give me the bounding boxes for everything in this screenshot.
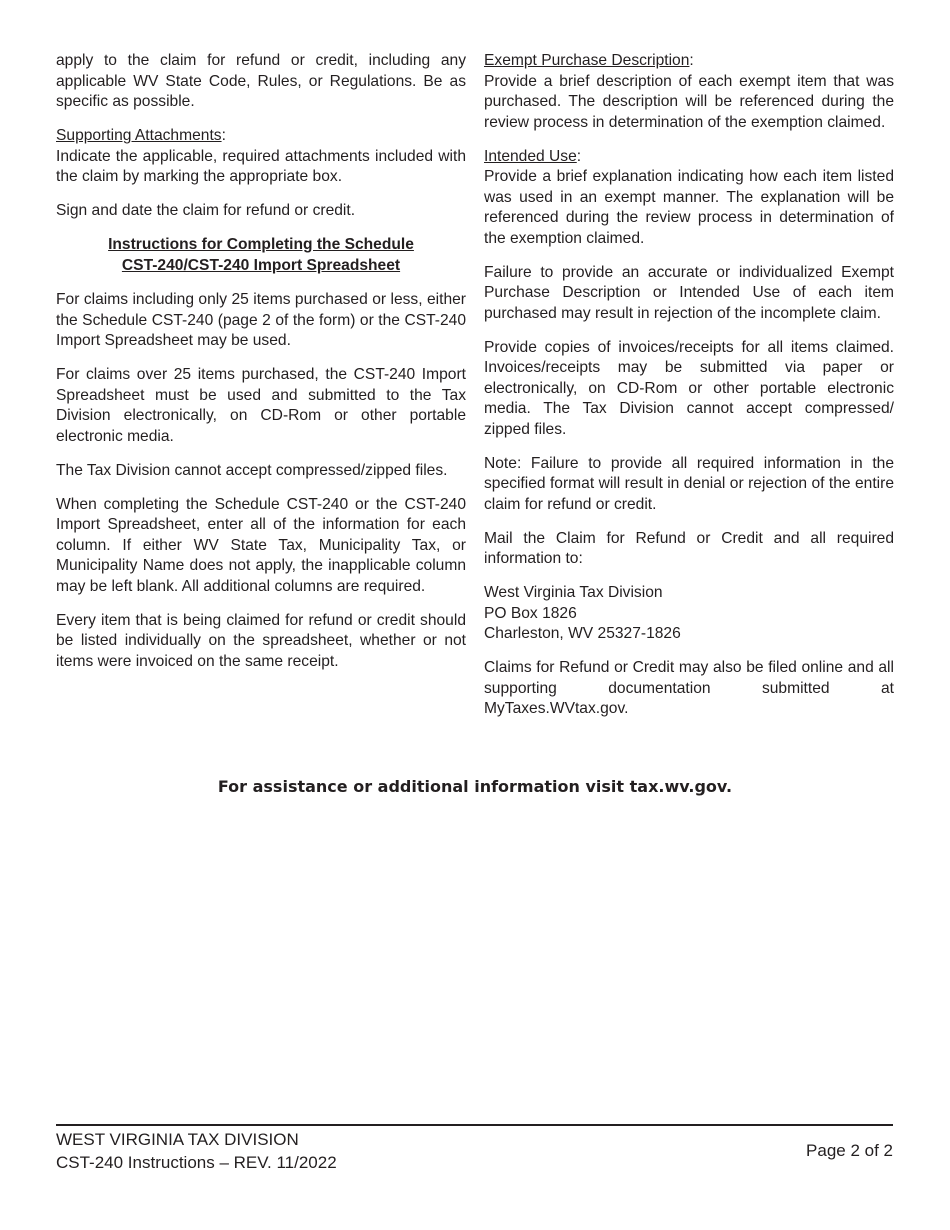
supporting-attachments-body: Indicate the applicable, required attachments included with the claim by marking the appropriate box.	[56, 147, 466, 185]
heading-line-2: CST-240/CST-240 Import Spreadsheet	[121, 256, 401, 274]
footer-form-revision: CST-240 Instructions – REV. 11/2022	[56, 1153, 337, 1172]
supporting-attachments-colon: :	[221, 127, 226, 144]
exempt-purchase-body: Provide a brief description of each exempt item that was purchased. The description will be referenced during the review process in determination of the exemption claimed.	[484, 72, 894, 131]
intended-use-title: Intended Use	[484, 147, 577, 165]
left-column	[56, 51, 466, 686]
paragraph-mail: Mail the Claim for Refund or Credit and all required information to:	[484, 529, 894, 567]
paragraph-every-item: Every item that is being claimed for refund or credit should be listed individually on the spreadsheet, whether or not items were invoiced on the same receipt.	[56, 611, 466, 670]
paragraph-failure: Failure to provide an accurate or individualized Exempt Purchase Description or Intended Use of each item purchased may result in rejection of the incomplete claim.	[484, 263, 894, 322]
paragraph-regulations: apply to the claim for refund or credit, including any applicable WV State Code, Rules, or Regulations. Be as specific as possible.	[56, 52, 466, 110]
page-number: Page 2 of 2	[806, 1141, 893, 1160]
schedule-instructions-heading	[56, 235, 466, 276]
exempt-purchase-title: Exempt Purchase Description	[484, 52, 690, 69]
mailing-address	[484, 583, 894, 645]
right-column	[484, 51, 894, 733]
exempt-purchase-colon: :	[689, 52, 694, 69]
footer-divider	[56, 1124, 893, 1126]
paragraph-over-25: For claims over 25 items purchased, the CST-240 Import Spreadsheet must be used and submitted to the Tax Division electronically, on CD-Rom or other portable electronic media.	[56, 366, 466, 445]
paragraph-25-or-less: For claims including only 25 items purchased or less, either the Schedule CST-240 (page 2 of the form) or the CST-240 Import Spreadsheet may be used.	[56, 291, 466, 349]
assistance-line: For assistance or additional information visit tax.wv.gov.	[217, 777, 733, 796]
supporting-attachments-section	[56, 126, 466, 188]
supporting-attachments-title: Supporting Attachments	[56, 127, 222, 144]
exempt-purchase-section	[484, 51, 894, 133]
address-line-1: West Virginia Tax Division	[484, 584, 663, 601]
heading-line-1: Instructions for Completing the Schedule	[108, 236, 414, 253]
address-line-2: PO Box 1826	[484, 604, 577, 622]
intended-use-section	[484, 147, 894, 250]
paragraph-online-filing: Claims for Refund or Credit may also be filed online and all supporting documentation submitted at MyTaxes.WVtax.gov.	[484, 659, 894, 717]
footer-org: WEST VIRGINIA TAX DIVISION	[56, 1130, 299, 1149]
paragraph-completing-schedule: When completing the Schedule CST-240 or the CST-240 Import Spreadsheet, enter all of the information for each column. If either WV State Tax, Municipality Tax, or Municipality Name does not apply, the inapplicable column may be left blank. All additional columns are required.	[56, 495, 466, 595]
intended-use-colon: :	[576, 147, 582, 165]
address-line-3: Charleston, WV 25327-1826	[484, 625, 681, 642]
paragraph-invoice-copies: Provide copies of invoices/receipts for all items claimed. Invoices/receipts may be submitted via paper or electronically, on CD-Rom or other portable electronic media. The Tax Division cannot accept compressed/ zipped files.	[484, 338, 894, 438]
paragraph-zipped-files: The Tax Division cannot accept compressed/zipped files.	[56, 461, 448, 479]
paragraph-sign-date: Sign and date the claim for refund or credit.	[56, 202, 356, 219]
intended-use-body: Provide a brief explanation indicating how each item listed was used in an exempt manner. The explanation will be referenced during the review process in determination of the exemption claimed.	[484, 168, 894, 247]
paragraph-note: Note: Failure to provide all required information in the specified format will result in denial or rejection of the entire claim for refund or credit.	[484, 454, 894, 513]
footer-left	[56, 1128, 337, 1174]
